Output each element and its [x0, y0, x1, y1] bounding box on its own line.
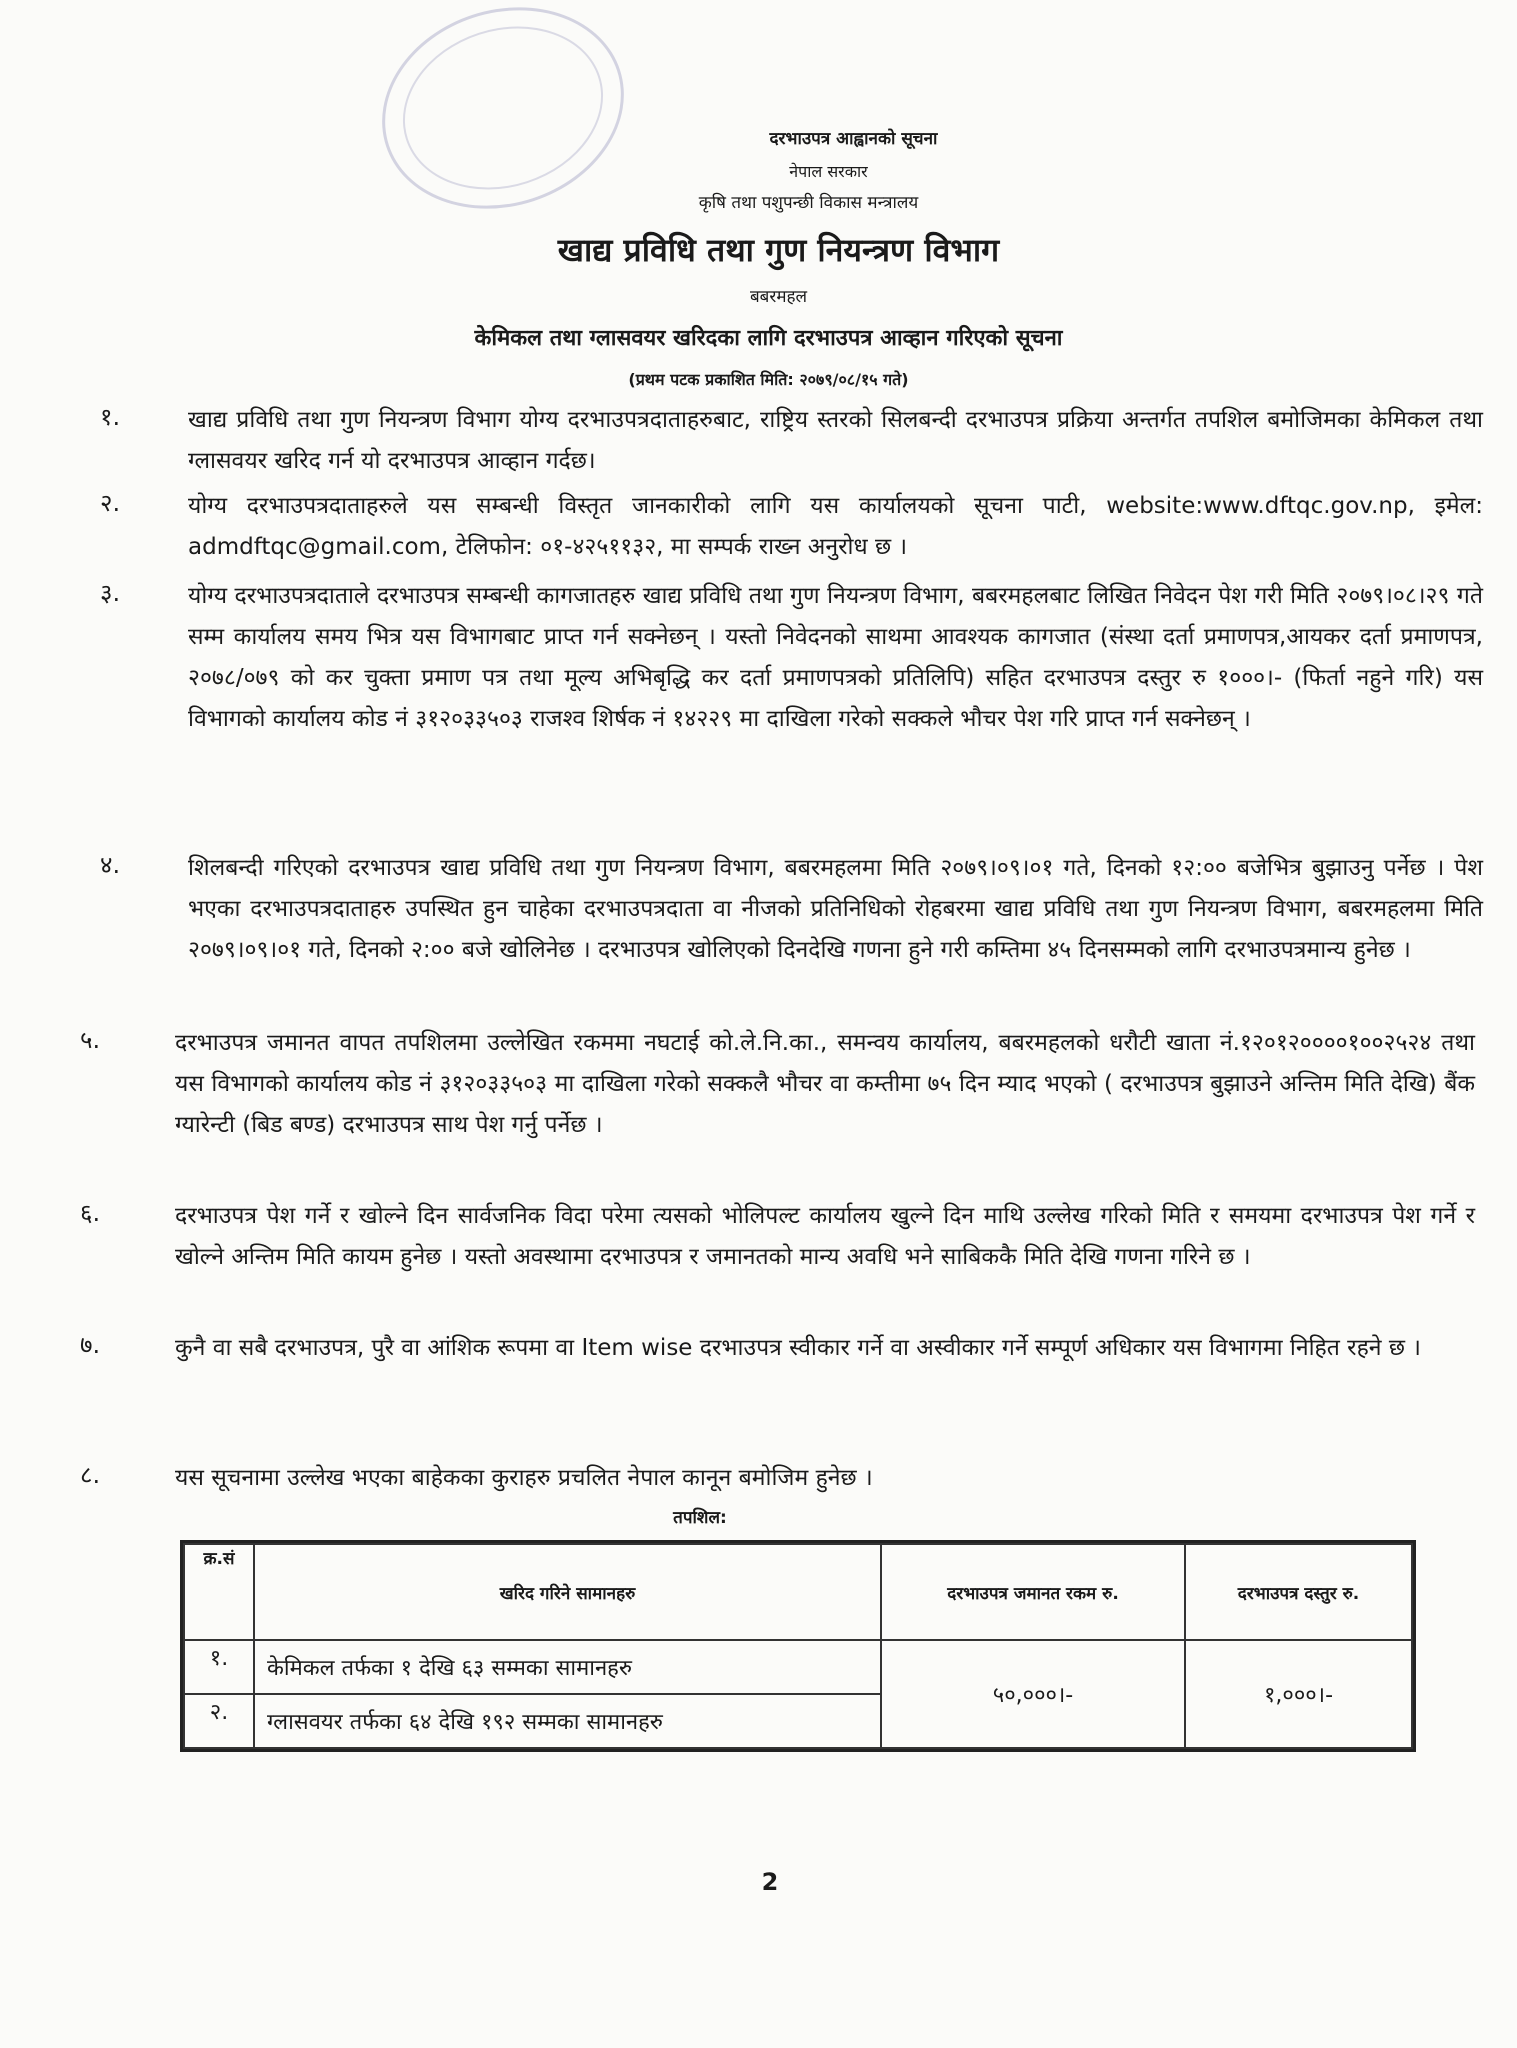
clause-number: ५. — [80, 1026, 101, 1054]
government-line: नेपाल सरकार — [789, 162, 868, 181]
clause-text: यस सूचनामा उल्लेख भएका बाहेकका कुराहरु प्रचलित नेपाल कानून बमोजिम हुनेछ । — [175, 1465, 873, 1491]
notice-heading: दरभाउपत्र आह्वानको सूचना — [769, 129, 938, 149]
clause-text: योग्य दरभाउपत्रदाताले दरभाउपत्र सम्बन्धी कागजातहरु खाद्य प्रविधि तथा गुण नियन्त्रण विभाग, बबरमहलबाट लिखित निवेदन पेश गरी मिति २०७९।०८।२९ गते सम्म कार्यालय समय भित्र यस विभागबाट प्राप्त गर्न सक्नेछन् । यस्तो निवेदनको साथमा आवश्यक कागजात (संस्था दर्ता प्रमाणपत्र,आयकर दर्ता प्रमाणपत्र, २०७८/०७९ को कर चुक्ता प्रमाण पत्र तथा मूल्य अभिबृद्धि कर दर्ता प्रमाणपत्रको प्रतिलिपि) सहित दरभाउपत्र दस्तुर रु १०००।- (फिर्ता नहुने गरि) यस विभागको कार्यालय कोड नं ३१२०३३५०३ राजश्व शिर्षक नं १४२२९ मा दाखिला गरेको सक्कले भौचर पेश गरि प्राप्त गर्न सक्नेछन् । — [188, 583, 1483, 732]
ministry-line: कृषि तथा पशुपन्छी विकास मन्त्रालय — [698, 193, 919, 213]
page-number: 2 — [761, 1868, 779, 1896]
row-item: ग्लासवयर तर्फका ६४ देखि १९२ सम्मका सामानहरु — [254, 1694, 881, 1748]
clause-number: २. — [100, 489, 121, 517]
clause-number: १. — [100, 403, 121, 431]
table-row — [184, 1640, 1412, 1694]
fee-amount: १,०००।- — [1185, 1640, 1412, 1748]
clause-number: ३. — [100, 579, 121, 607]
header-sn: क्र.सं — [184, 1544, 254, 1640]
clause-text: खाद्य प्रविधि तथा गुण नियन्त्रण विभाग योग्य दरभाउपत्रदाताहरुबाट, राष्ट्रिय स्तरको सिलबन्दी दरभाउपत्र प्रक्रिया अन्तर्गत तपशिल बमोजिमका केमिकल तथा ग्लासवयर खरिद गर्न यो दरभाउपत्र आव्हान गर्दछ। — [188, 407, 1483, 474]
location-line: बबरमहल — [749, 287, 808, 307]
schedule-title: तपशिल: — [673, 1508, 727, 1528]
deposit-amount: ५०,०००।- — [881, 1640, 1185, 1748]
clause-text: योग्य दरभाउपत्रदाताहरुले यस सम्बन्धी विस्तृत जानकारीको लागि यस कार्यालयको सूचना पाटी, website:www.dftqc.gov.np, इमेल: admdftqc@gmail.com, टेलिफोन: ०१-४२५११३२, मा सम्पर्क राख्न अनुरोध छ । — [188, 493, 1483, 560]
clause-text: दरभाउपत्र जमानत वापत तपशिलमा उल्लेखित रकममा नघटाई को.ले.नि.का., समन्वय कार्यालय, बबरमहलको धरौटी खाता नं.१२०१२००००१००२५२४ तथा यस विभागको कार्यालय कोड नं ३१२०३३५०३ मा दाखिला गरेको सक्कलै भौचर वा कम्तीमा ७५ दिन म्याद भएको ( दरभाउपत्र बुझाउने अन्तिम मिति देखि) बैंक ग्यारेन्टी (बिड बण्ड) दरभाउपत्र साथ पेश गर्नु पर्नेछ । — [175, 1030, 1475, 1138]
schedule-table — [180, 1540, 1416, 1752]
clause-text: शिलबन्दी गरिएको दरभाउपत्र खाद्य प्रविधि तथा गुण नियन्त्रण विभाग, बबरमहलमा मिति २०७९।०९।०१ गते, दिनको १२:०० बजेभित्र बुझाउनु पर्नेछ । पेश भएका दरभाउपत्रदाताहरु उपस्थित हुन चाहेका दरभाउपत्रदाता वा नीजको प्रतिनिधिको रोहबरमा खाद्य प्रविधि तथा गुण नियन्त्रण विभाग, बबरमहलमा मिति २०७९।०९।०१ गते, दिनको २:०० बजे खोलिनेछ । दरभाउपत्र खोलिएको दिनदेखि गणना हुने गरी कम्तिमा ४५ दिनसम्मको लागि दरभाउपत्रमान्य हुनेछ । — [188, 855, 1483, 963]
header-fee: दरभाउपत्र दस्तुर रु. — [1185, 1544, 1412, 1640]
table-header-row — [184, 1544, 1412, 1640]
publication-date: (प्रथम पटक प्रकाशित मिति: २०७९/०८/१५ गते) — [628, 370, 909, 389]
row-sn: २. — [184, 1694, 254, 1748]
clause-text: कुनै वा सबै दरभाउपत्र, पुरै वा आंशिक रूपमा वा Item wise दरभाउपत्र स्वीकार गर्ने वा अस्वीकार गर्ने सम्पूर्ण अधिकार यस विभागमा निहित रहने छ । — [175, 1335, 1422, 1361]
row-item: केमिकल तर्फका १ देखि ६३ सम्मका सामानहरु — [254, 1640, 881, 1694]
header-deposit: दरभाउपत्र जमानत रकम रु. — [881, 1544, 1185, 1640]
clause-number: ७. — [80, 1331, 101, 1359]
clause-number: ४. — [100, 851, 121, 879]
department-title: खाद्य प्रविधि तथा गुण नियन्त्रण विभाग — [557, 231, 1000, 269]
clause-text: दरभाउपत्र पेश गर्ने र खोल्ने दिन सार्वजनिक विदा परेमा त्यसको भोलिपल्ट कार्यालय खुल्ने दिन माथि उल्लेख गरिको मिति र समयमा दरभाउपत्र पेश गर्ने र खोल्ने अन्तिम मिति कायम हुनेछ । यस्तो अवस्थामा दरभाउपत्र र जमानतको मान्य अवधि भने साबिककै मिति देखि गणना गरिने छ । — [175, 1203, 1475, 1270]
header-items: खरिद गरिने सामानहरु — [254, 1544, 881, 1640]
row-sn: १. — [184, 1640, 254, 1694]
clause-number: ६. — [80, 1199, 101, 1227]
clause-number: ८. — [80, 1461, 101, 1489]
notice-subject: केमिकल तथा ग्लासवयर खरिदका लागि दरभाउपत्र आव्हान गरिएको सूचना — [474, 326, 1063, 351]
